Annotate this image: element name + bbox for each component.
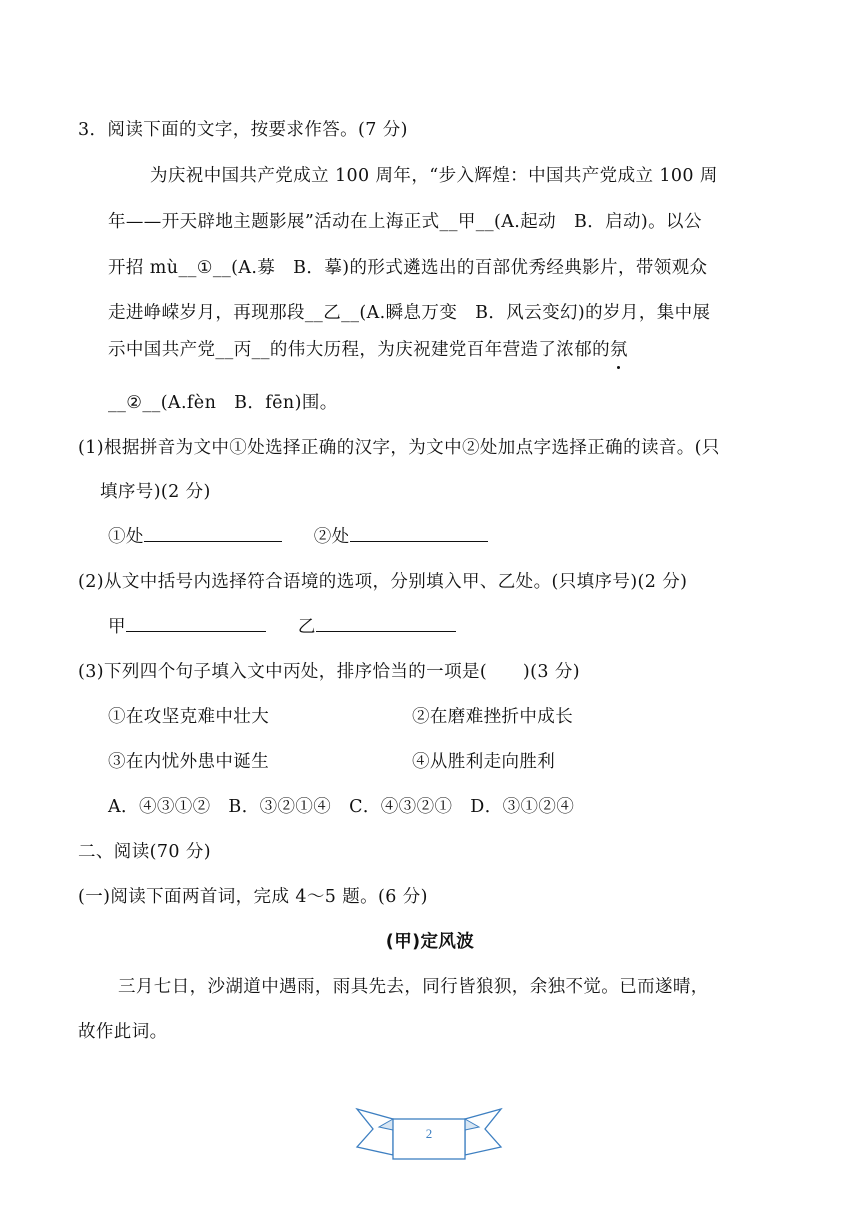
- option-3: ③在内忧外患中诞生: [108, 752, 270, 772]
- passage-text: 走进峥嵘岁月，再现那段: [108, 303, 305, 323]
- passage-text: 年——开天辟地主题影展”活动在上海正式: [108, 212, 440, 232]
- poem-title: (甲)定风波: [385, 932, 475, 952]
- answer-label-jia: 甲: [108, 617, 126, 637]
- sub-question-3: (3)下列四个句子填入文中丙处，排序恰当的一项是( )(3 分): [78, 662, 580, 682]
- answer-blank-2[interactable]: [350, 527, 488, 542]
- answer-label-2: ②处: [313, 527, 350, 547]
- blank-jia: __甲__: [439, 212, 495, 232]
- option-4: ④从胜利走向胜利: [412, 752, 556, 772]
- dotted-character: 氛: [610, 336, 628, 361]
- answer-blank-jia[interactable]: [126, 617, 266, 632]
- blank-bing: __丙__: [215, 340, 270, 360]
- passage-line-1: 为庆祝中国共产党成立 100 周年，“步入辉煌：中国共产党成立 100 周: [150, 166, 718, 186]
- passage-text: (A.募 B．摹)的形式遴选出的百部优秀经典影片，带领观众: [231, 258, 708, 278]
- blank-yi: __乙__: [304, 303, 360, 323]
- sub-question-1-answers: [108, 523, 488, 548]
- part-1-instruction: (一)阅读下面两首词，完成 4～5 题。(6 分): [78, 887, 428, 907]
- answer-label-yi: 乙: [297, 617, 316, 637]
- passage-text: (A.起动 B．启动)。以公: [494, 212, 702, 232]
- answer-blank-yi[interactable]: [316, 617, 456, 632]
- poem-preface-line-2: 故作此词。: [78, 1022, 168, 1042]
- passage-text: 开招 mù: [108, 258, 179, 278]
- passage-line-2: [108, 208, 702, 233]
- section-2-title: 二、阅读(70 分): [78, 842, 211, 862]
- answer-blank-1[interactable]: [144, 527, 282, 542]
- option-1: ①在攻坚克难中壮大: [108, 707, 270, 727]
- sub-question-2: (2)从文中括号内选择符合语境的选项，分别填入甲、乙处。(只填序号)(2 分): [78, 572, 688, 592]
- passage-line-3: [108, 254, 707, 279]
- passage-line-6: [108, 389, 338, 414]
- passage-line-5: [108, 336, 628, 361]
- blank-2: __②__: [108, 393, 161, 413]
- sub-question-1-cont: 填序号)(2 分): [100, 482, 211, 502]
- option-2: ②在磨难挫折中成长: [412, 707, 574, 727]
- passage-text: (A.fèn B．fēn)围。: [160, 393, 338, 413]
- page-number: 2: [425, 1126, 433, 1141]
- passage-line-4: [108, 299, 710, 324]
- answer-label-1: ①处: [108, 527, 144, 547]
- passage-text: 的伟大历程，为庆祝建党百年营造了浓郁的: [269, 340, 611, 360]
- blank-1: __①__: [178, 258, 232, 278]
- poem-preface-line-1: 三月七日，沙湖道中遇雨，雨具先去，同行皆狼狈，余独不觉。已而遂晴，: [118, 977, 709, 997]
- question-3-header: 3．阅读下面的文字，按要求作答。(7 分): [78, 120, 408, 140]
- sub-question-1: (1)根据拼音为文中①处选择正确的汉字，为文中②处加点字选择正确的读音。(只: [78, 438, 720, 458]
- sub-question-2-answers: [108, 613, 456, 638]
- answer-choices: A．④③①② B．③②①④ C．④③②① D．③①②④: [108, 797, 575, 817]
- passage-text: (A.瞬息万变 B．风云变幻)的岁月，集中展: [359, 303, 711, 323]
- passage-text: 示中国共产党: [108, 340, 216, 360]
